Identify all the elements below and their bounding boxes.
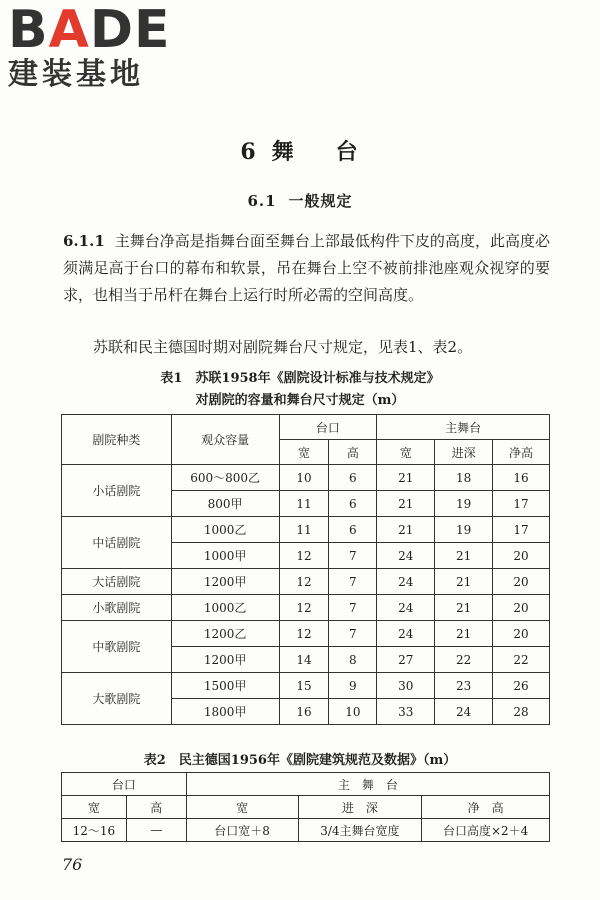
table1-cell-capacity: 1200甲: [171, 569, 279, 595]
table1-cell-opening-height: 6: [329, 491, 377, 517]
table1-cell-stage-clear-height: 26: [493, 673, 550, 699]
table1-cell-opening-width: 12: [279, 621, 329, 647]
table1-cell-opening-height: 9: [329, 673, 377, 699]
table1-cell-theater-type: 中歌剧院: [62, 621, 172, 673]
chapter-title-part2: 台: [335, 139, 360, 165]
table1-header-ms-clear: 净高: [493, 440, 550, 465]
table1-cell-stage-depth: 21: [435, 569, 493, 595]
table2-header-width: 宽: [62, 796, 127, 819]
page-number: 76: [62, 855, 83, 874]
table1-cell-stage-depth: 19: [435, 517, 493, 543]
table2-caption: 表2 民主德国1956年《剧院建筑规范及数据》（m）: [143, 753, 457, 768]
table1-cell-capacity: 1000甲: [171, 543, 279, 569]
table1-cell-opening-width: 12: [279, 569, 329, 595]
table1-header-row: [62, 415, 550, 440]
clause-paragraph: [63, 228, 550, 309]
table1-cell-stage-clear-height: 28: [493, 699, 550, 725]
table1-header-opening: 台口: [279, 415, 377, 440]
table1-cell-stage-clear-height: 20: [493, 569, 550, 595]
table1-cell-opening-height: 8: [329, 647, 377, 673]
table1-cell-stage-width: 24: [377, 621, 435, 647]
table1-cell-stage-width: 27: [377, 647, 435, 673]
table1-cell-theater-type: 大话剧院: [62, 569, 172, 595]
table1-header-main-stage: 主舞台: [377, 415, 550, 440]
table1-cell-opening-width: 11: [279, 491, 329, 517]
table1-cell-opening-width: 14: [279, 647, 329, 673]
intro-paragraph: 苏联和民主德国时期对剧院舞台尺寸规定，见表1、表2。: [93, 338, 473, 356]
table2-cell-ms-clear: 台口高度×2＋4: [422, 819, 550, 842]
table1-header-ms-depth: 进深: [435, 440, 493, 465]
table1-cell-stage-depth: 21: [435, 595, 493, 621]
table1-header-height: 高: [329, 440, 377, 465]
table1-cell-stage-clear-height: 20: [493, 621, 550, 647]
chapter-heading: [0, 135, 600, 166]
table1-cell-capacity: 1500甲: [171, 673, 279, 699]
table2-subheader-row: [62, 796, 550, 819]
table1-cell-stage-width: 21: [377, 465, 435, 491]
table1-cell-stage-width: 33: [377, 699, 435, 725]
table1-cell-stage-depth: 22: [435, 647, 493, 673]
table1-row: [62, 569, 550, 595]
table1-caption-line2: 对剧院的容量和舞台尺寸规定（m）: [195, 393, 405, 408]
table1-cell-capacity: 1000乙: [171, 517, 279, 543]
table1-cell-capacity: 1000乙: [171, 595, 279, 621]
table1-cell-opening-width: 16: [279, 699, 329, 725]
table1-row: [62, 621, 550, 647]
clause-number: 6.1.1: [63, 232, 105, 250]
table1-cell-stage-clear-height: 20: [493, 595, 550, 621]
table1-cell-stage-clear-height: 20: [493, 543, 550, 569]
table1-cell-stage-depth: 21: [435, 543, 493, 569]
table1-body: [62, 465, 550, 725]
table2-cell-width: 12～16: [62, 819, 127, 842]
table1-row: [62, 465, 550, 491]
table2-header-ms-width: 宽: [186, 796, 298, 819]
table1-cell-stage-width: 30: [377, 673, 435, 699]
table1-cell-capacity: 600～800乙: [171, 465, 279, 491]
table2-cell-height: —: [126, 819, 186, 842]
table1-row: [62, 595, 550, 621]
table1-cell-stage-width: 21: [377, 517, 435, 543]
table1-cell-capacity: 1800甲: [171, 699, 279, 725]
table2-cell-ms-depth: 3/4主舞台宽度: [298, 819, 422, 842]
table1-caption-line1: 表1 苏联1958年《剧院设计标准与技术规定》: [160, 371, 440, 386]
table1-cell-capacity: 1200甲: [171, 647, 279, 673]
table1-cell-stage-depth: 23: [435, 673, 493, 699]
table1-caption: [0, 368, 600, 412]
table1-header-type: 剧院种类: [62, 415, 172, 465]
table1-cell-stage-width: 24: [377, 595, 435, 621]
table2-header-row: [62, 773, 550, 796]
table1-cell-stage-width: 21: [377, 491, 435, 517]
table2-header-main-stage: 主 舞 台: [186, 773, 549, 796]
table1-cell-opening-width: 10: [279, 465, 329, 491]
table1-cell-opening-height: 7: [329, 621, 377, 647]
stage-dimensions-table-ussr: [61, 414, 550, 725]
table2-data-row: [62, 819, 550, 842]
table1-cell-opening-width: 11: [279, 517, 329, 543]
stage-dimensions-table-gdr: [61, 772, 550, 842]
table1-cell-opening-height: 7: [329, 543, 377, 569]
table1-cell-stage-clear-height: 17: [493, 517, 550, 543]
bade-logo: [8, 0, 171, 92]
table1-cell-stage-clear-height: 22: [493, 647, 550, 673]
logo-chinese-name: 建装基地: [8, 57, 144, 92]
table1-cell-theater-type: 中话剧院: [62, 517, 172, 569]
table1-cell-capacity: 1200乙: [171, 621, 279, 647]
table1-cell-opening-width: 15: [279, 673, 329, 699]
table2-header-ms-clear: 净 高: [422, 796, 550, 819]
table1-header-capacity: 观众容量: [171, 415, 279, 465]
table1-header-width: 宽: [279, 440, 329, 465]
section-title: 一般规定: [288, 192, 353, 210]
section-heading: [0, 190, 600, 211]
table1-cell-stage-depth: 19: [435, 491, 493, 517]
table2-header-opening: 台口: [62, 773, 187, 796]
table1-header-ms-width: 宽: [377, 440, 435, 465]
table2-header-ms-depth: 进 深: [298, 796, 422, 819]
chapter-title-part1: 舞: [271, 139, 296, 165]
chapter-number: 6: [240, 139, 258, 165]
table1-cell-stage-width: 24: [377, 569, 435, 595]
table1-cell-theater-type: 小话剧院: [62, 465, 172, 517]
table1-cell-theater-type: 小歌剧院: [62, 595, 172, 621]
table2-header-height: 高: [126, 796, 186, 819]
table1-cell-stage-width: 24: [377, 543, 435, 569]
table1-cell-stage-depth: 18: [435, 465, 493, 491]
table1-cell-opening-width: 12: [279, 543, 329, 569]
table1-cell-stage-clear-height: 16: [493, 465, 550, 491]
table1-row: [62, 517, 550, 543]
table1-cell-opening-height: 7: [329, 569, 377, 595]
table1-cell-opening-width: 12: [279, 595, 329, 621]
table1-cell-opening-height: 6: [329, 517, 377, 543]
clause-text: 主舞台净高是指舞台面至舞台上部最低构件下皮的高度，此高度必须满足高于台口的幕布和软景，吊在舞台上空不被前排池座观众视穿的要求，也相当于吊杆在舞台上运行时所必需的空间高度。: [63, 232, 550, 304]
table2-cell-ms-width: 台口宽＋8: [186, 819, 298, 842]
table1-cell-theater-type: 大歌剧院: [62, 673, 172, 725]
logo-wordmark: BADE: [8, 0, 171, 60]
table1-cell-capacity: 800甲: [171, 491, 279, 517]
table1-cell-opening-height: 7: [329, 595, 377, 621]
table1-cell-stage-clear-height: 17: [493, 491, 550, 517]
table1-cell-stage-depth: 21: [435, 621, 493, 647]
section-number: 6.1: [247, 192, 277, 210]
table1-cell-opening-height: 6: [329, 465, 377, 491]
table1-row: [62, 673, 550, 699]
table1-cell-stage-depth: 24: [435, 699, 493, 725]
table1-cell-opening-height: 10: [329, 699, 377, 725]
